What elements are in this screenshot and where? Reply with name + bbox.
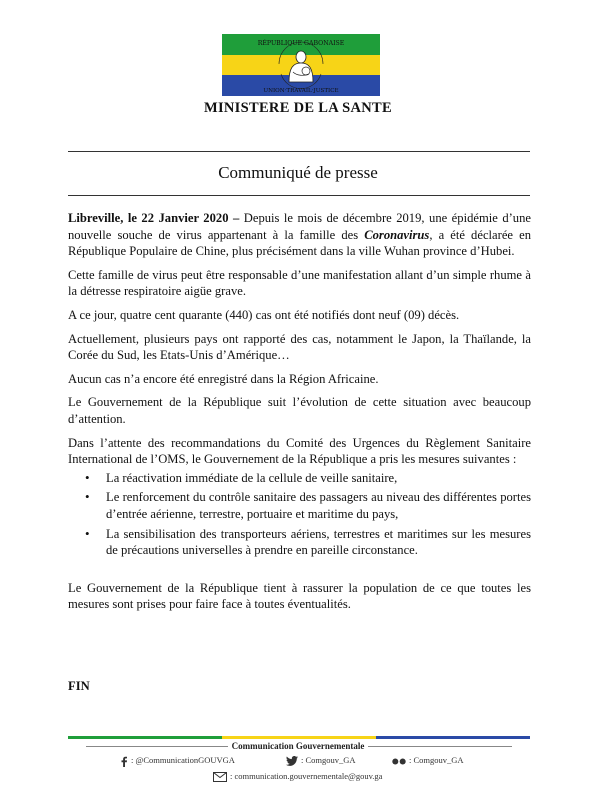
ministry-title: MINISTERE DE LA SANTE <box>203 100 392 116</box>
dateline: Libreville, le 22 Janvier 2020 – <box>68 211 240 225</box>
press-release-body <box>68 210 531 620</box>
footer-title-text: Communication Gouvernementale <box>228 741 369 751</box>
paragraph-countries: Actuellement, plusieurs pays ont rapporté des cas, notamment le Japon, la Thaïlande, la Corée du Sud, les Etats-Unis d’Amérique… <box>68 331 531 363</box>
footer-title <box>0 741 596 751</box>
list-item: • Le renforcement du contrôle sanitaire des passagers au niveau des différentes portes d’entrée aérienne, terrestre, portuaire et maritime du pays, <box>106 489 531 522</box>
twitter-icon <box>286 756 298 766</box>
republic-seal-icon <box>257 34 345 96</box>
footer-color-bar <box>68 736 530 739</box>
intro-text-b: , a été déclarée en République Populaire de Chine, plus précisément dans la ville Wuhan province d’Hubei. <box>68 227 531 259</box>
flickr-handle: : Comgouv_GA <box>409 755 464 765</box>
twitter-contact[interactable] <box>286 755 356 766</box>
divider-top <box>68 151 530 152</box>
email-address: : communication.gouvernementale@gouv.ga <box>230 771 383 781</box>
flickr-icon <box>392 758 406 765</box>
measures-list <box>68 470 531 559</box>
paragraph-government: Le Gouvernement de la République suit l’évolution de cette situation avec beaucoup d’attention. <box>68 395 531 426</box>
page-title: Communiqué de presse <box>218 163 378 182</box>
divider-bottom <box>68 195 530 196</box>
facebook-handle: : @CommunicationGOUVGA <box>131 755 235 765</box>
list-item: • La sensibilisation des transporteurs aériens, terrestres et maritimes sur les mesures de précautions universelles à prendre en pareille circonstance. <box>106 526 531 559</box>
facebook-icon <box>120 756 128 767</box>
mail-icon <box>213 772 227 782</box>
virus-name: Coronavirus <box>364 227 430 242</box>
paragraph-africa: Aucun cas n’a encore été enregistré dans la Région Africaine. <box>68 371 379 386</box>
paragraph-virus-family: Cette famille de virus peut être responsable d’une manifestation allant d’un simple rhume à la détresse respiratoire aigüe grave. <box>68 267 531 299</box>
intro-text-a: Depuis le mois de décembre 2019, une épidémie d’une nouvelle souche de virus appartenant à la famille des <box>68 211 531 242</box>
paragraph-cases: A ce jour, quatre cent quarante (440) cas ont été notifiés dont neuf (09) décès. <box>68 307 460 322</box>
list-item: • La réactivation immédiate de la cellule de veille sanitaire, <box>106 470 531 487</box>
seal-text-bottom: UNION·TRAVAIL·JUSTICE <box>263 88 339 94</box>
facebook-contact[interactable] <box>120 755 235 767</box>
paragraph-conclusion: Le Gouvernement de la République tient à rassurer la population de ce que toutes les mesures sont prises pour faire face à toutes éventualités. <box>68 580 531 612</box>
paragraph-intro <box>68 210 531 260</box>
flickr-contact[interactable] <box>392 755 464 765</box>
paragraph-measures-intro: Dans l’attente des recommandations du Comité des Urgences du Règlement Sanitaire International de l’OMS, le Gouvernement de la République a pris les mesures suivantes : <box>68 435 531 467</box>
twitter-handle: : Comgouv_GA <box>301 755 356 765</box>
gabon-flag-emblem <box>222 34 380 96</box>
email-contact[interactable] <box>213 771 382 782</box>
fin-label: FIN <box>68 679 90 693</box>
seal-text-top: RÉPUBLIQUE GABONAISE <box>257 40 345 47</box>
